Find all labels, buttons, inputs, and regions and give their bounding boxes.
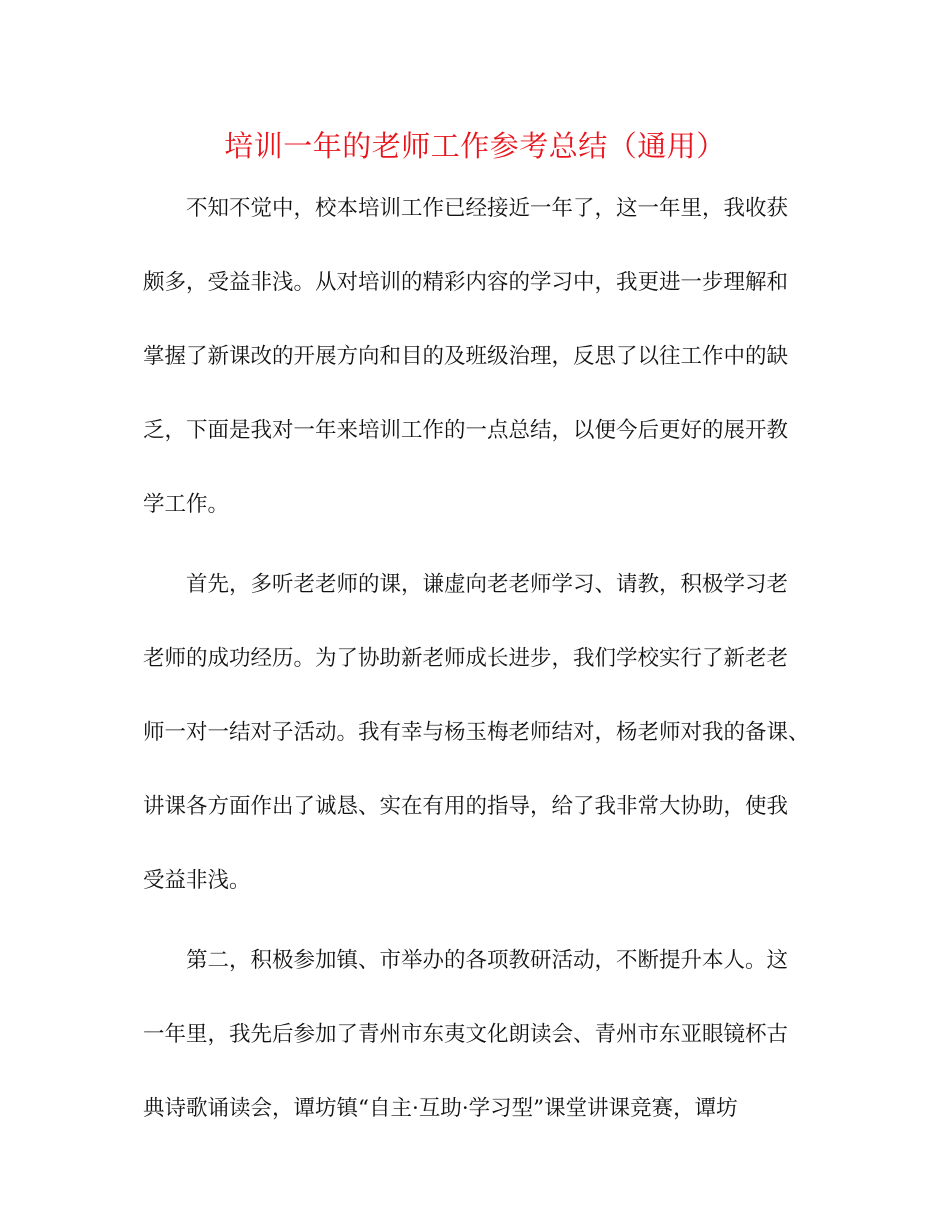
document-title: 培训一年的老师工作参考总结（通用） [224,129,726,163]
paragraph-line: 颇多，受益非浅。从对培训的精彩内容的学习中，我更进一步理解和 [143,270,789,295]
paragraph-line: 师一对一结对子活动。我有幸与杨玉梅老师结对，杨老师对我的备课、 [143,720,810,745]
paragraph-line: 讲课各方面作出了诚恳、实在有用的指导，给了我非常大协助，使我 [143,794,789,819]
paragraph-line: 不知不觉中，校本培训工作已经接近一年了，这一年里，我收获 [186,196,789,221]
paragraph-2 [143,548,811,918]
paragraph-line: 典诗歌诵读会，谭坊镇“自主·互助·学习型”课堂讲课竞赛，谭坊 [143,1096,738,1121]
paragraph-3 [143,924,811,1146]
paragraph-line: 受益非浅。 [143,868,251,893]
paragraph-line: 乏，下面是我对一年来培训工作的一点总结，以便今后更好的展开教 [143,418,789,443]
document-body [143,172,811,1146]
paragraph-line: 老师的成功经历。为了协助新老师成长进步，我们学校实行了新老老 [143,646,789,671]
paragraph-line: 一年里，我先后参加了青州市东夷文化朗读会、青州市东亚眼镜杯古 [143,1022,789,1047]
paragraph-line: 学工作。 [143,492,230,517]
paragraph-line: 第二，积极参加镇、市举办的各项教研活动，不断提升本人。这 [186,948,789,973]
paragraph-line: 掌握了新课改的开展方向和目的及班级治理，反思了以往工作中的缺 [143,344,789,369]
paragraph-line: 首先，多听老老师的课，谦虚向老老师学习、请教，积极学习老 [186,572,789,597]
paragraph-1 [143,172,811,542]
